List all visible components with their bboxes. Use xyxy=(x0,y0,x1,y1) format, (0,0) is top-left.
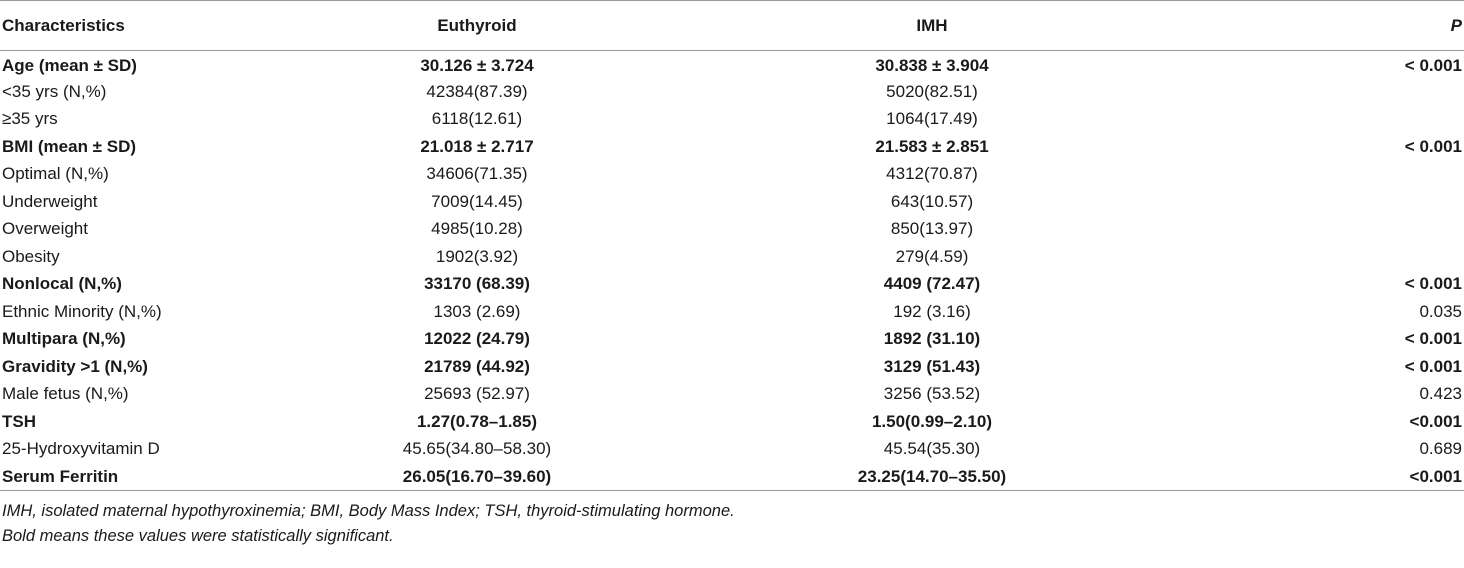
header-euthyroid: Euthyroid xyxy=(437,15,517,35)
euthyroid-value: 25693 (52.97) xyxy=(424,384,530,404)
row-label: Multipara (N,%) xyxy=(2,329,126,349)
euthyroid-value: 30.126 ± 3.724 xyxy=(420,56,534,75)
p-value xyxy=(1212,243,1464,271)
p-value: < 0.001 xyxy=(1404,136,1462,156)
euthyroid-value: 12022 (24.79) xyxy=(424,329,530,349)
table-footnotes xyxy=(0,499,1460,549)
header-row xyxy=(0,1,1464,51)
table-row xyxy=(0,216,1464,244)
euthyroid-value: 21.018 ± 2.717 xyxy=(420,136,534,156)
table-row xyxy=(0,298,1464,326)
imh-value: 850(13.97) xyxy=(890,219,974,239)
p-value: 0.689 xyxy=(1419,439,1462,459)
footnote-abbreviations: IMH, isolated maternal hypothyroxinemia; BMI, Body Mass Index; TSH, thyroid-stimulating hormone. xyxy=(2,502,735,520)
euthyroid-value: 1902(3.92) xyxy=(435,246,519,266)
imh-value: 21.583 ± 2.851 xyxy=(875,136,989,156)
row-label: BMI (mean ± SD) xyxy=(2,136,137,156)
table-row xyxy=(0,243,1464,271)
p-value: <0.001 xyxy=(1409,466,1462,486)
row-label: Ethnic Minority (N,%) xyxy=(2,301,162,321)
table-row xyxy=(0,161,1464,189)
row-label: Gravidity >1 (N,%) xyxy=(2,356,148,376)
table-row xyxy=(0,188,1464,216)
imh-value: 4409 (72.47) xyxy=(883,274,981,294)
table-row xyxy=(0,133,1464,161)
imh-value: 1.50(0.99–2.10) xyxy=(871,411,993,431)
header-characteristics: Characteristics xyxy=(2,15,125,35)
euthyroid-value: 21789 (44.92) xyxy=(424,356,530,376)
euthyroid-value: 7009(14.45) xyxy=(431,191,523,211)
table-header xyxy=(0,1,1464,51)
header-p-value: P xyxy=(1450,15,1462,35)
row-label: ≥35 yrs xyxy=(2,109,58,129)
imh-value: 1892 (31.10) xyxy=(883,329,981,349)
row-label: TSH xyxy=(2,411,36,431)
row-label: Obesity xyxy=(2,246,60,266)
euthyroid-value: 33170 (68.39) xyxy=(424,274,530,294)
p-value: 0.035 xyxy=(1419,301,1462,321)
table-row xyxy=(0,106,1464,134)
row-label: Age (mean ± SD) xyxy=(2,56,137,75)
euthyroid-value: 6118(12.61) xyxy=(431,109,523,129)
imh-value: 5020(82.51) xyxy=(886,81,978,101)
imh-value: 3256 (53.52) xyxy=(883,384,981,404)
imh-value: 1064(17.49) xyxy=(886,109,978,129)
euthyroid-value: 26.05(16.70–39.60) xyxy=(402,466,552,486)
p-value xyxy=(1212,216,1464,244)
table-row xyxy=(0,436,1464,464)
p-value: < 0.001 xyxy=(1404,56,1462,75)
table-row xyxy=(0,78,1464,106)
row-label: Serum Ferritin xyxy=(2,466,119,486)
p-value xyxy=(1212,106,1464,134)
imh-value: 30.838 ± 3.904 xyxy=(875,56,989,75)
table-row xyxy=(0,408,1464,436)
row-label: Optimal (N,%) xyxy=(2,164,109,184)
row-label: Underweight xyxy=(2,191,98,211)
euthyroid-value: 1.27(0.78–1.85) xyxy=(416,411,538,431)
p-value: <0.001 xyxy=(1409,411,1462,431)
imh-value: 192 (3.16) xyxy=(893,301,971,321)
euthyroid-value: 34606(71.35) xyxy=(426,164,528,184)
imh-value: 23.25(14.70–35.50) xyxy=(857,466,1007,486)
imh-value: 3129 (51.43) xyxy=(883,356,981,376)
euthyroid-value: 1303 (2.69) xyxy=(433,301,521,321)
p-value xyxy=(1212,161,1464,189)
table-row xyxy=(0,353,1464,381)
header-imh: IMH xyxy=(916,15,948,35)
euthyroid-value: 42384(87.39) xyxy=(426,81,528,101)
table-row xyxy=(0,51,1464,79)
p-value: < 0.001 xyxy=(1404,274,1462,294)
p-value: < 0.001 xyxy=(1404,356,1462,376)
row-label: Male fetus (N,%) xyxy=(2,384,129,404)
p-value: 0.423 xyxy=(1419,384,1462,404)
p-value xyxy=(1212,188,1464,216)
imh-value: 279(4.59) xyxy=(895,246,969,266)
table-row xyxy=(0,381,1464,409)
row-label: Overweight xyxy=(2,219,88,239)
p-value xyxy=(1212,78,1464,106)
imh-value: 643(10.57) xyxy=(890,191,974,211)
footnote-bold-meaning: Bold means these values were statistically significant. xyxy=(2,527,394,545)
imh-value: 4312(70.87) xyxy=(886,164,978,184)
imh-value: 45.54(35.30) xyxy=(883,439,981,459)
euthyroid-value: 4985(10.28) xyxy=(431,219,523,239)
table-row xyxy=(0,271,1464,299)
row-label: <35 yrs (N,%) xyxy=(2,81,107,101)
row-label: 25-Hydroxyvitamin D xyxy=(2,439,160,459)
table-row xyxy=(0,326,1464,354)
table-body xyxy=(0,51,1464,491)
row-label: Nonlocal (N,%) xyxy=(2,274,122,294)
euthyroid-value: 45.65(34.80–58.30) xyxy=(402,439,552,459)
table-row xyxy=(0,463,1464,491)
p-value: < 0.001 xyxy=(1404,329,1462,349)
